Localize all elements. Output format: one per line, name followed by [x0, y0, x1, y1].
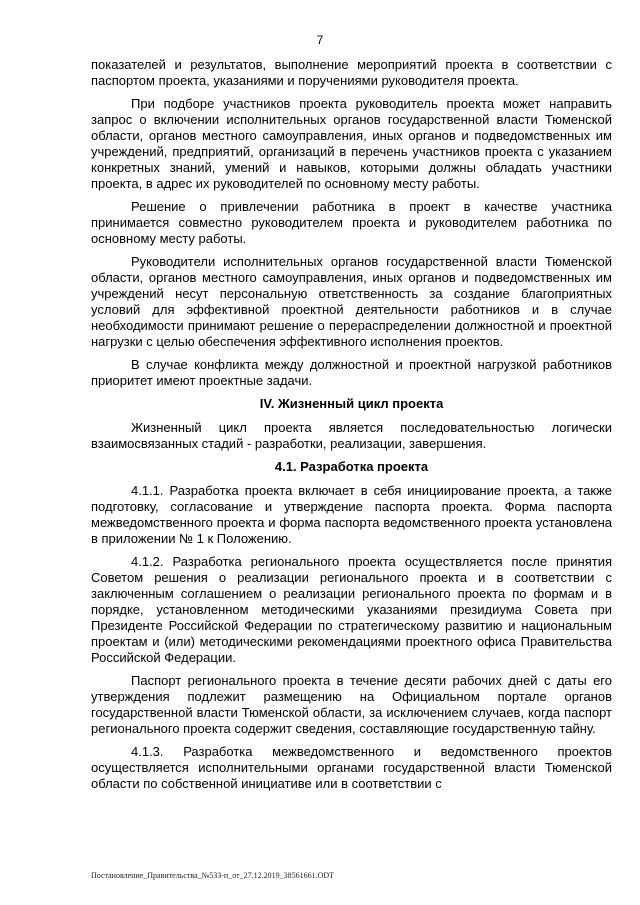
paragraph-passport: Паспорт регионального проекта в течение десяти рабочих дней с даты его утверждения подлежит размещению на Официальном портале органов государственной власти Тюменской области, за исключением случаев, когда паспорт регионального проекта содержит сведения, составляющие государственную тайну. [91, 673, 612, 736]
paragraph-3: Решение о привлечении работника в проект в качестве участника принимается совместно руководителем проекта и руководителем работника по основному месту работы. [91, 199, 612, 246]
document-footer: Постановление_Правительства_№533-п_от_27.12.2019_38561661.ODT [91, 871, 335, 880]
subsection-heading-4-1: 4.1. Разработка проекта [274, 459, 429, 474]
paragraph-4-1-3: 4.1.3. Разработка межведомственного и ведомственного проектов осуществляется исполнительными органами государственной власти Тюменской области по собственной инициативе или в соответствии с [91, 744, 612, 791]
section-heading-iv: IV. Жизненный цикл проекта [259, 396, 444, 411]
page-number: 7 [316, 33, 324, 47]
paragraph-4-1-2: 4.1.2. Разработка регионального проекта осуществляется после принятия Советом решения о реализации регионального проекта и в соответствии с заключенным соглашением о реализации регионального проекта по формам и в порядке, установленном методическими указаниями президиума Совета при Президенте Российской Федерации по стратегическому развитию и национальным проектам и (или) методическими рекомендациями проектного офиса Правительства Российской Федерации. [91, 554, 612, 665]
paragraph-6: Жизненный цикл проекта является последовательностью логически взаимосвязанных стадий - разработки, реализации, завершения. [91, 420, 612, 451]
document-body [91, 57, 612, 799]
paragraph-2: При подборе участников проекта руководитель проекта может направить запрос о включении исполнительных органов государственной власти Тюменской области, органов местного самоуправления, иных органов и подведомственных им учреждений, предприятий, организаций в перечень участников проекта с указанием конкретных знаний, умений и навыков, которыми должны обладать участники проекта, в адрес их руководителей по основному месту работы. [91, 96, 612, 191]
paragraph-5: В случае конфликта между должностной и проектной нагрузкой работников приоритет имеют проектные задачи. [91, 357, 612, 388]
paragraph-4: Руководители исполнительных органов государственной власти Тюменской области, органов местного самоуправления, иных органов и подведомственных им учреждений несут персональную ответственность за создание благоприятных условий для эффективной проектной деятельности работников и в случае необходимости принимают решение о перераспределении должностной и проектной нагрузки с целью обеспечения эффективного исполнения проектов. [91, 254, 612, 349]
paragraph-4-1-1: 4.1.1. Разработка проекта включает в себя инициирование проекта, а также подготовку, согласование и утверждение паспорта проекта. Форма паспорта межведомственного проекта и форма паспорта ведомственного проекта установлена в приложении № 1 к Положению. [91, 483, 612, 546]
paragraph-1: показателей и результатов, выполнение мероприятий проекта в соответствии с паспортом проекта, указаниями и поручениями руководителя проекта. [91, 57, 612, 88]
